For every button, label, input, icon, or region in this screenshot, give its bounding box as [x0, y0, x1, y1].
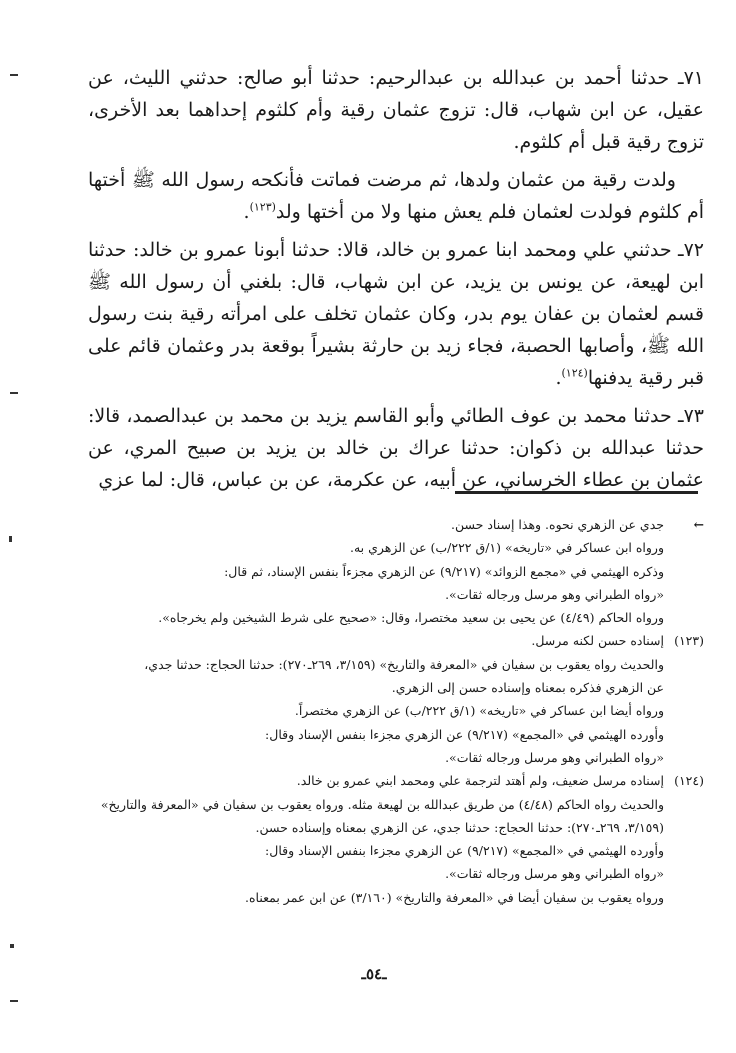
hadith-73: ٧٣ـ حدثنا محمد بن عوف الطائي وأبو القاسم يزيد بن محمد بن عبدالصمد، قالا: حدثنا عبدالله بن ذكوان: حدثنا عراك بن خالد بن يزيد بن صبيح المري، عن عثمان بن عطاء الخرساني، عن أبيه، عن عكرمة، عن بن عباس، قال: لما عزي [88, 405, 704, 491]
footnote-number: (١٢٤) [674, 773, 704, 789]
hadith-71-continued: ولدت رقية من عثمان ولدها، ثم مرضت فماتت فأنكحه رسول الله ﷺ أختها أم كلثوم فولدت لعثمان فلم يعش منها ولا من أختها ولد$^{(١٢٣)}$. [88, 169, 704, 223]
footnote-line: (٣/١٥٩، ٢٦٩ـ٢٧٠): حدثنا الحجاج: حدثنا جدي، عن الزهري بمعناه وإسناده حسن. [255, 819, 664, 835]
scan-mark [10, 74, 18, 76]
hadith-71: ٧١ـ حدثنا أحمد بن عبدالله بن عبدالرحيم: حدثنا أبو صالح: حدثني الليث، عن عقيل، عن ابن شهاب، قال: تزوج عثمان رقية وأم كلثوم إحداهما بعد الأخرى، تزوج رقية قبل أم كلثوم. [88, 67, 704, 153]
footnote-line: ورواه يعقوب بن سفيان أيضا في «المعرفة والتاريخ» (٣/١٦٠) عن ابن عمر بمعناه. [244, 889, 664, 905]
scan-mark [9, 536, 12, 542]
footnote-line: عن الزهري فذكره بمعناه وإسناده حسن إلى الزهري. [391, 680, 664, 696]
scan-mark [10, 944, 14, 948]
footnote-123: (١٢٣)إسناده حسن لكنه مرسل. [84, 629, 704, 652]
footnote-line: ←جدي عن الزهري نحوه. وهذا إسناد حسن. [84, 513, 704, 536]
footnote-line: وأورده الهيثمي في «المجمع» (٩/٢١٧) عن الزهري مجزءا بنفس الإسناد وقال: [265, 843, 664, 859]
hadith-72: ٧٢ـ حدثني علي ومحمد ابنا عمرو بن خالد، قالا: حدثنا أبونا عمرو بن خالد: حدثنا ابن لهيعة، عن يونس بن يزيد، عن ابن شهاب، قال: بلغني أن رسول الله ﷺ قسم لعثمان بن عفان يوم بدر، وكان عثمان تخلف على امرأته رقية بنت رسول الله ﷺ، وأصابها الحصبة، فجاء زيد بن حارثة بشيراً بوقعة بدر وعثمان قائم على قبر رقية يدفنها$^{(١٢٤)}$. [88, 239, 704, 389]
footnote-line: «رواه الطبراني وهو مرسل ورجاله ثقات». [445, 586, 664, 602]
footnote-line: والحديث رواه يعقوب بن سفيان في «المعرفة والتاريخ» (٣/١٥٩، ٢٦٩ـ٢٧٠): حدثنا الحجاج: حدثنا جدي، [144, 656, 664, 672]
footnote-line: والحديث رواه الحاكم (٤/٤٨) من طريق عبدالله بن لهيعة مثله. ورواه يعقوب بن سفيان في «المعرفة والتاريخ» [100, 796, 664, 812]
page-number: ـ٥٤ـ [361, 965, 387, 983]
footnote-line: وذكره الهيثمي في «مجمع الزوائد» (٩/٢١٧) عن الزهري مجزءاً بنفس الإسناد، ثم قال: [224, 563, 664, 579]
main-text [88, 62, 704, 502]
footnote-ref-124[interactable]: (١٢٤) [561, 366, 588, 380]
footnote-number: (١٢٣) [674, 633, 704, 649]
footnote-line: وأورده الهيثمي في «المجمع» (٩/٢١٧) عن الزهري مجزءا بنفس الإسناد وقال: [265, 726, 664, 742]
footnote-line: «رواه الطبراني وهو مرسل ورجاله ثقات». [445, 866, 664, 882]
continuation-arrow-icon: ← [693, 517, 704, 532]
footnote-ref-123[interactable]: (١٢٣) [249, 200, 276, 214]
footnote-line: ورواه ابن عساكر في «تاريخه» (١/ق ٢٢٢/ب) عن الزهري به. [350, 540, 664, 556]
footnotes [84, 513, 704, 909]
footnote-line: «رواه الطبراني وهو مرسل ورجاله ثقات». [445, 749, 664, 765]
scan-mark [10, 1000, 18, 1002]
footnote-separator [455, 491, 698, 494]
scan-mark [10, 392, 18, 394]
footnote-line: ورواه الحاكم (٤/٤٩) عن يحيى بن سعيد مختصرا، وقال: «صحيح على شرط الشيخين ولم يخرجاه». [158, 610, 664, 626]
footnote-124: (١٢٤)إسناده مرسل ضعيف، ولم أهتد لترجمة علي ومحمد ابني عمرو بن خالد. [84, 769, 704, 792]
footnote-line: ورواه أيضا ابن عساكر في «تاريخه» (١/ق ٢٢٢/ب) عن الزهري مختصراً. [294, 703, 664, 719]
